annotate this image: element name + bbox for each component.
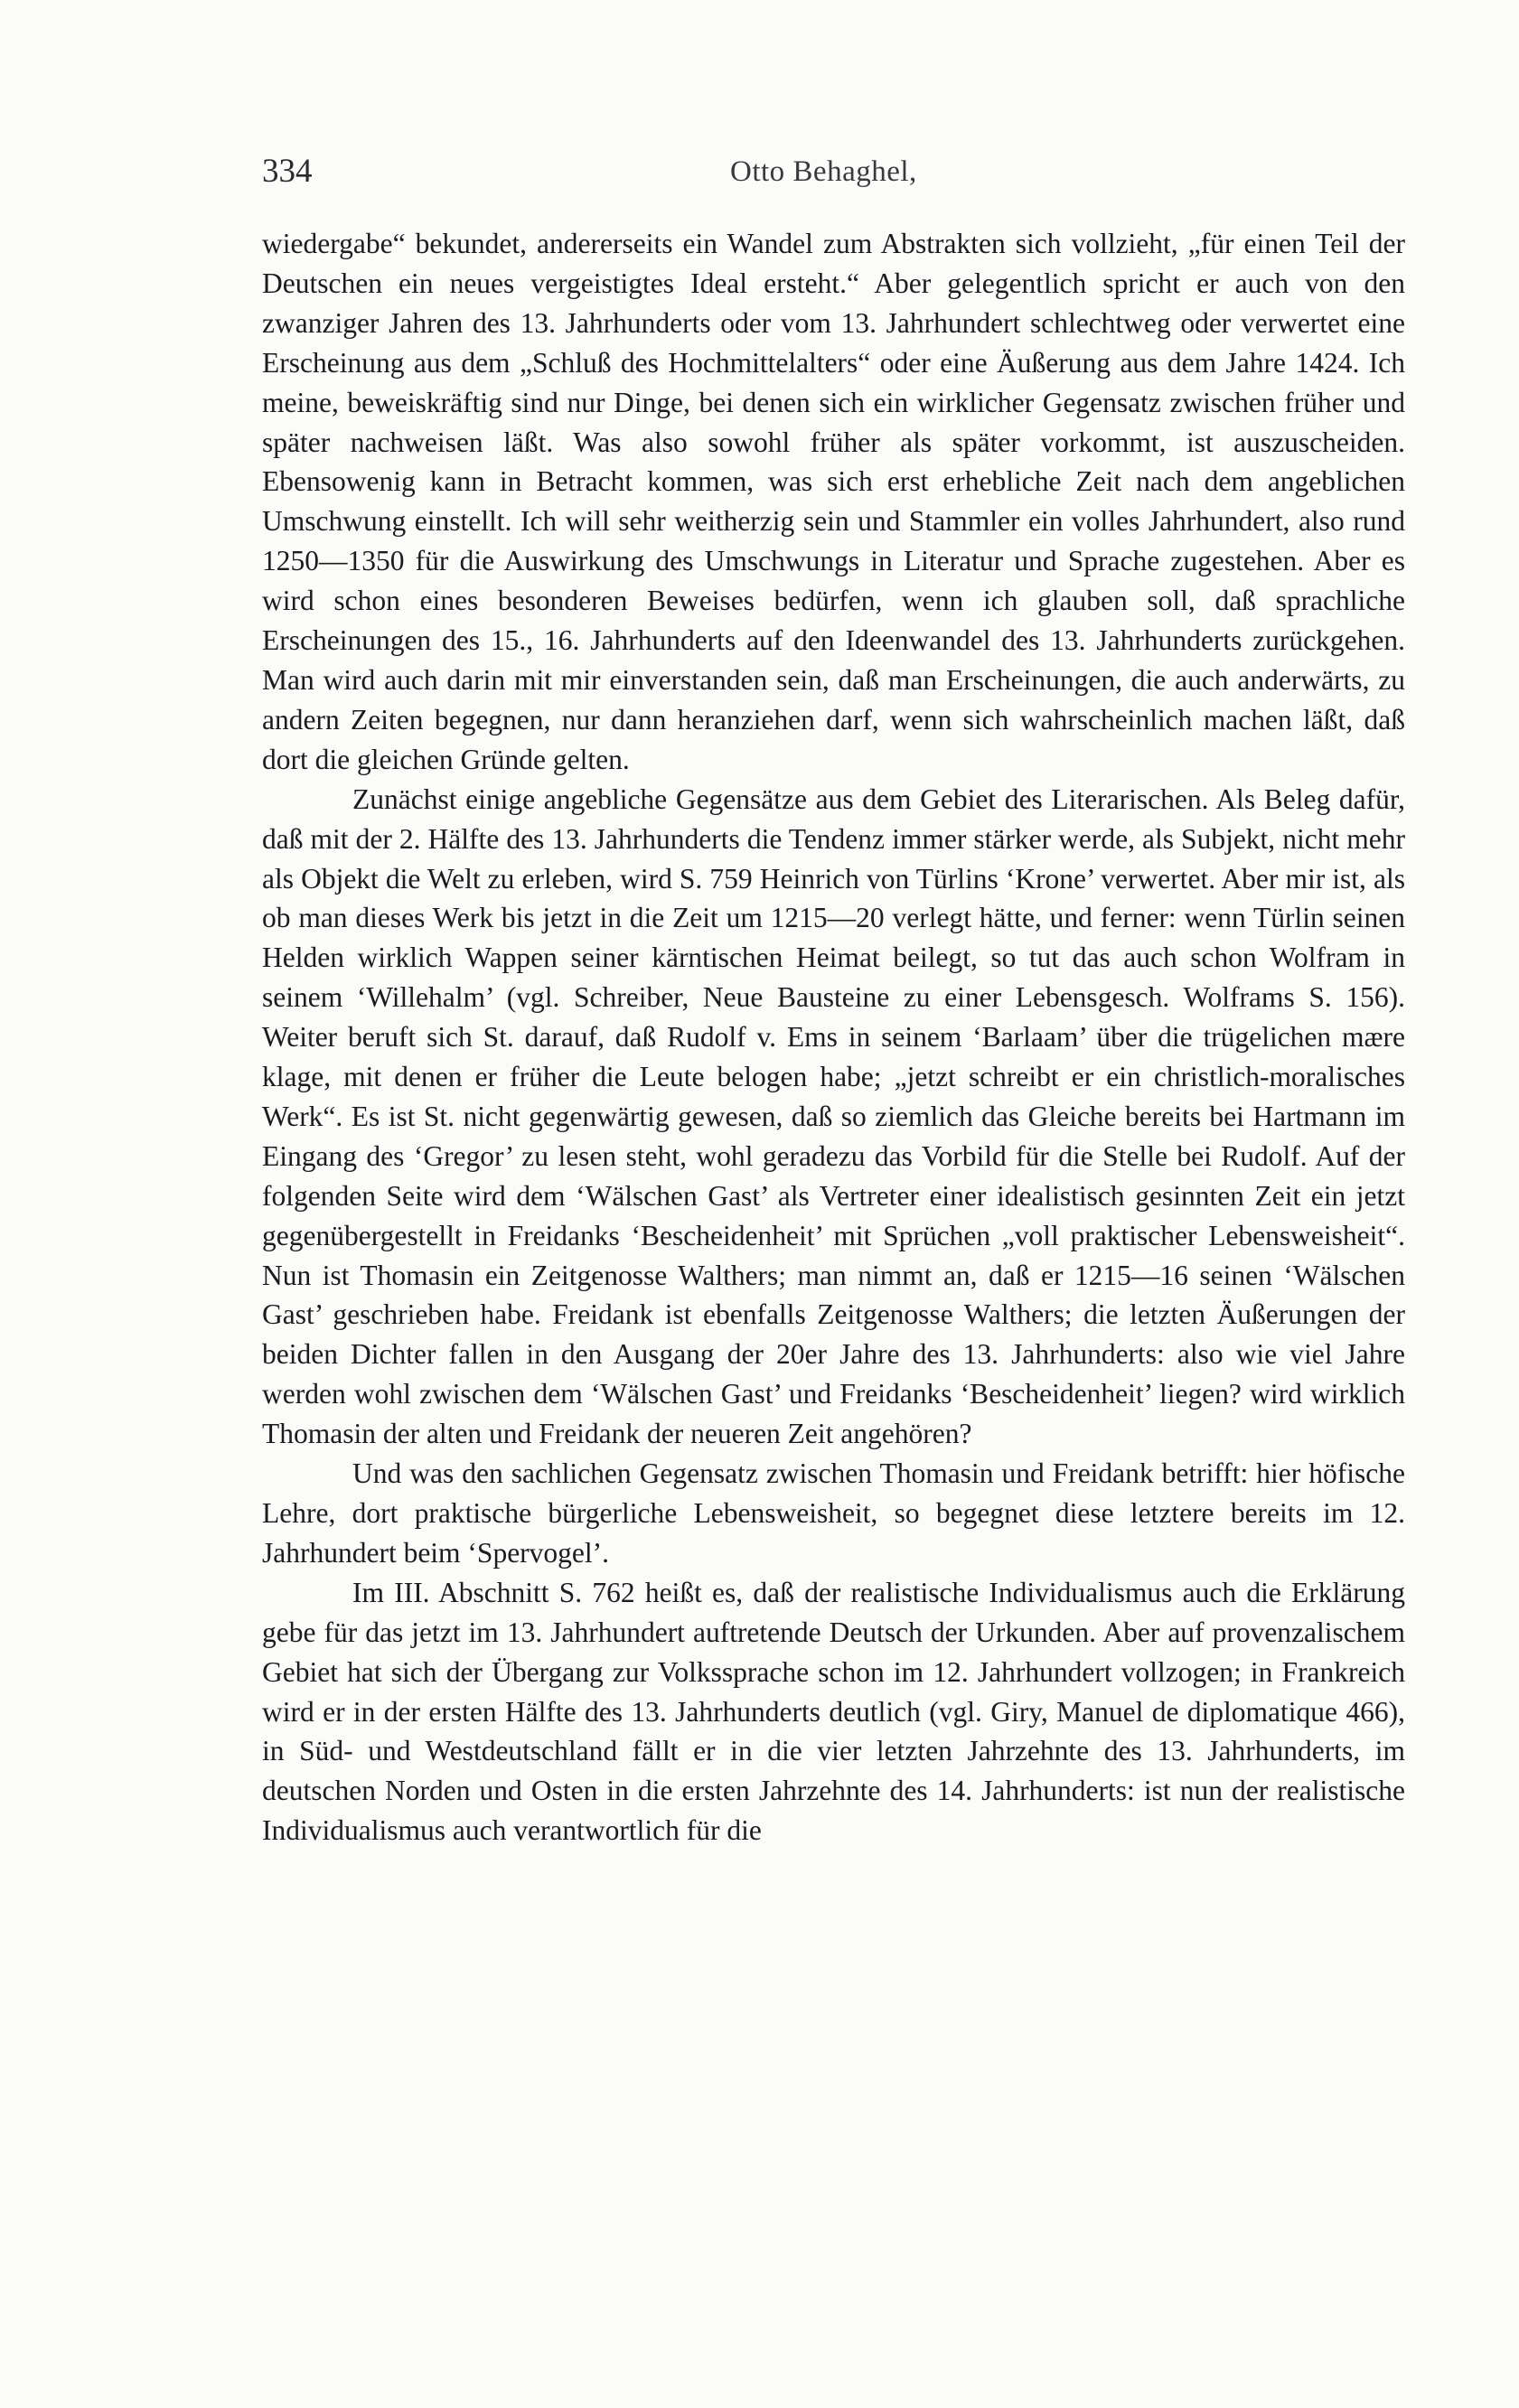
paragraph: Im III. Abschnitt S. 762 heißt es, daß der realistische Individualismus auch die Erklärung gebe für das jetzt im 13. Jahrhundert auftretende Deutsch der Urkunden. Aber auf provenzalischem Gebiet hat sich der Übergang zur Volkssprache schon im 12. Jahrhundert vollzogen; in Frankreich wird er in der ersten Hälfte des 13. Jahrhunderts deutlich (vgl. Giry, Manuel de diplomatique 466), in Süd- und Westdeutschland fällt er in die vier letzten Jahrzehnte des 13. Jahrhunderts, im deutschen Norden und Osten in die ersten Jahrzehnte des 14. Jahrhunderts: ist nun der realistische Individualismus auch verantwortlich für die: [262, 1576, 1405, 1847]
paragraph: wiedergabe“ bekundet, andererseits ein Wandel zum Abstrakten sich vollzieht, „für einen Teil der Deutschen ein neues vergeistigtes Ideal ersteht.“ Aber gelegentlich spricht er auch von den zwanziger Jahren des 13. Jahrhunderts oder vom 13. Jahrhundert schlechtweg oder verwertet eine Erscheinung aus dem „Schluß des Hochmittelalters“ oder eine Äußerung aus dem Jahre 1424. Ich meine, beweiskräftig sind nur Dinge, bei denen sich ein wirklicher Gegensatz zwischen früher und später nachweisen läßt. Was also sowohl früher als später vorkommt, ist auszuscheiden. Ebensowenig kann in Betracht kommen, was sich erst erhebliche Zeit nach dem angeblichen Umschwung einstellt. Ich will sehr weitherzig sein und Stammler ein volles Jahrhundert, also rund 1250—1350 für die Auswirkung des Umschwungs in Literatur und Sprache zugestehen. Aber es wird schon eines besonderen Beweises bedürfen, wenn ich glauben soll, daß sprachliche Erscheinungen des 15., 16. Jahrhunderts auf den Ideenwandel des 13. Jahrhunderts zurückgehen. Man wird auch darin mit mir einverstanden sein, daß man Erscheinungen, die auch anderwärts, zu andern Zeiten begegnen, nur dann heranziehen darf, wenn sich wahrscheinlich machen läßt, daß dort die gleichen Gründe gelten.: [262, 228, 1405, 775]
paragraph: Zunächst einige angebliche Gegensätze aus dem Gebiet des Literarischen. Als Beleg dafür, daß mit der 2. Hälfte des 13. Jahrhunderts die Tendenz immer stärker werde, als Subjekt, nicht mehr als Objekt die Welt zu erleben, wird S. 759 Heinrich von Türlins ‘Krone’ verwertet. Aber mir ist, als ob man dieses Werk bis jetzt in die Zeit um 1215—20 verlegt hätte, und ferner: wenn Türlin seinen Helden wirklich Wappen seiner kärntischen Heimat beilegt, so tut das auch schon Wolfram in seinem ‘Willehalm’ (vgl. Schreiber, Neue Bausteine zu einer Lebensgesch. Wolframs S. 156). Weiter beruft sich St. darauf, daß Rudolf v. Ems in seinem ‘Barlaam’ über die trügelichen mære klage, mit denen er früher die Leute belogen habe; „jetzt schreibt er ein christlich-moralisches Werk“. Es ist St. nicht gegenwärtig gewesen, daß so ziemlich das Gleiche bereits bei Hartmann im Eingang des ‘Gregor’ zu lesen steht, wohl geradezu das Vorbild für die Stelle bei Rudolf. Auf der folgenden Seite wird dem ‘Wälschen Gast’ als Vertreter einer idealistisch gesinnten Zeit ein jetzt gegenübergestellt in Freidanks ‘Bescheidenheit’ mit Sprüchen „voll praktischer Lebensweisheit“. Nun ist Thomasin ein Zeitgenosse Walthers; man nimmt an, daß er 1215—16 seinen ‘Wälschen Gast’ geschrieben habe. Freidank ist ebenfalls Zeitgenosse Walthers; die letzten Äußerungen der beiden Dichter fallen in den Ausgang der 20er Jahre des 13. Jahrhunderts: also wie viel Jahre werden wohl zwischen dem ‘Wälschen Gast’ und Freidanks ‘Bescheidenheit’ liegen? wird wirklich Thomasin der alten und Freidank der neueren Zeit angehören?: [262, 782, 1405, 1450]
page-number: 334: [262, 153, 313, 190]
page-header: [262, 152, 1405, 206]
running-head: Otto Behaghel,: [730, 155, 917, 188]
paragraph: Und was den sachlichen Gegensatz zwischen Thomasin und Freidank betrifft: hier höfische Lehre, dort praktische bürgerliche Lebensweisheit, so begegnet diese letztere bereits im 12. Jahrhundert beim ‘Spervogel’.: [262, 1457, 1405, 1569]
body-text: [262, 224, 1405, 1851]
